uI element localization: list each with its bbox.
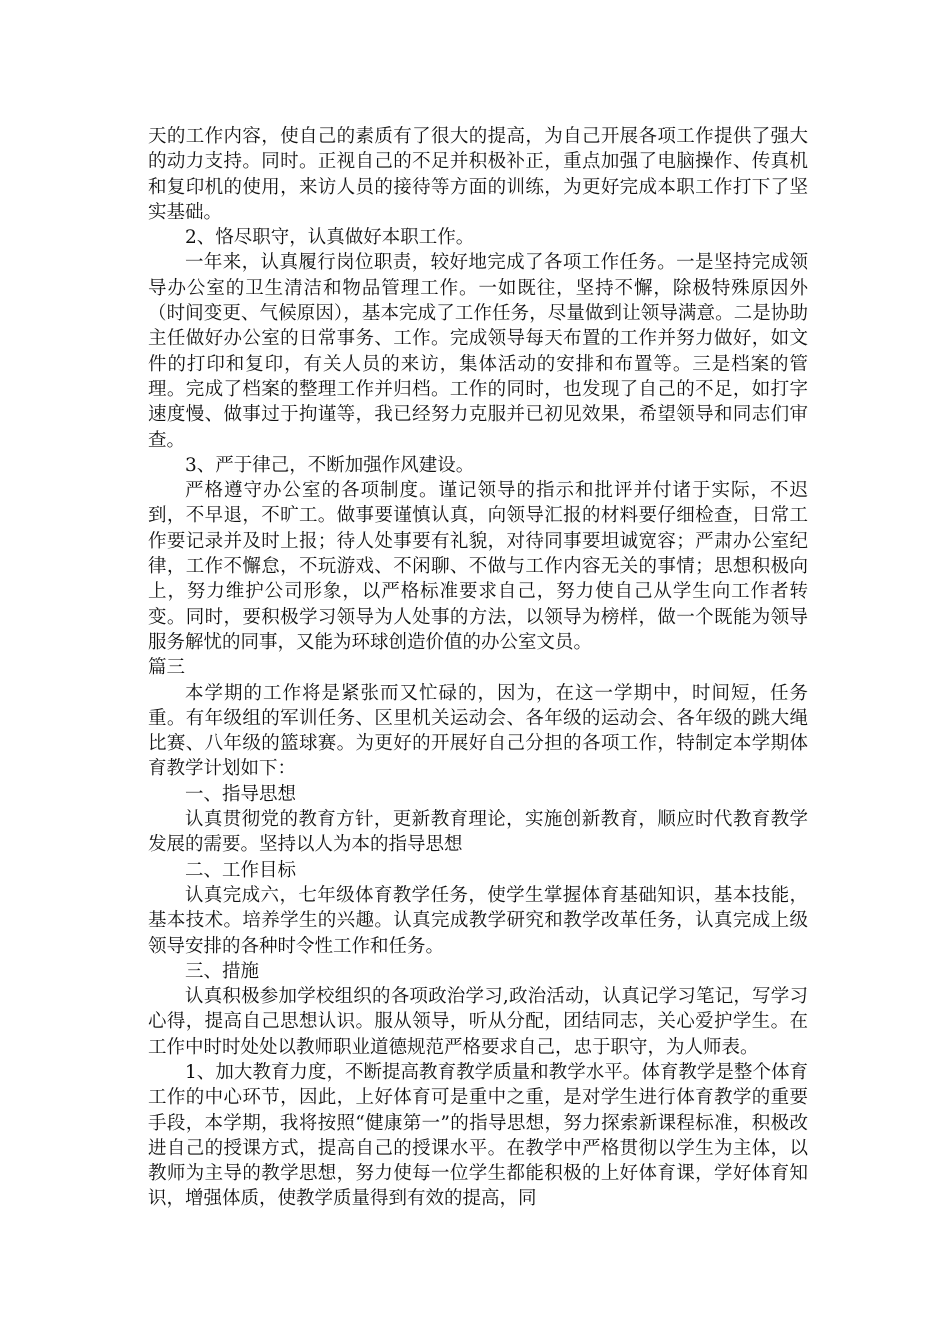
paragraph: 认真积极参加学校组织的各项政治学习,政治活动，认真记学习笔记，写学习心得，提高自己思想认识。服从领导，听从分配，团结同志，关心爱护学生。在工作中时时处处以教师职业道德规范严格要求自己，忠于职守，为人师表。 [148, 986, 808, 1058]
paragraph: 一年来，认真履行岗位职责，较好地完成了各项工作任务。一是坚持完成领导办公室的卫生清洁和物品管理工作。一如既往，坚持不懈，除极特殊原因外（时间变更、气候原因），基本完成了工作任务，尽量做到让领导满意。二是协助主任做好办公室的日常事务、工作。完成领导每天布置的工作并努力做好，如文件的打印和复印，有关人员的来访，集体活动的安排和布置等。三是档案的管理。完成了档案的整理工作并归档。工作的同时，也发现了自己的不足，如打字速度慢、做事过于拘谨等，我已经努力克服并已初见效果，希望领导和同志们审查。 [148, 252, 808, 451]
section-heading: 3、严于律己，不断加强作风建设。 [185, 454, 475, 476]
document-body [148, 124, 808, 1212]
paragraph: 认真完成六，七年级体育教学任务，使学生掌握体育基础知识，基本技能，基本技术。培养学生的兴趣。认真完成教学研究和教学改革任务，认真完成上级领导安排的各种时令性工作和任务。 [148, 884, 808, 957]
part-title: 篇三 [148, 657, 186, 679]
paragraph: 本学期的工作将是紧张而又忙碌的，因为，在这一学期中，时间短，任务重。有年级组的军训任务、区里机关运动会、各年级的运动会、各年级的跳大绳比赛、八年级的篮球赛。为更好的开展好自己分担的各项工作，特制定本学期体育教学计划如下： [148, 682, 808, 780]
paragraph: 天的工作内容，使自己的素质有了很大的提高，为自己开展各项工作提供了强大的动力支持。同时。正视自己的不足并积极补正，重点加强了电脑操作、传真机和复印机的使用，来访人员的接待等方面的训练，为更好完成本职工作打下了坚实基础。 [148, 126, 808, 223]
paragraph: 1、加大教育力度，不断提高教育教学质量和教学水平。体育教学是整个体育工作的中心环节，因此，上好体育可是重中之重，是对学生进行体育教学的重要手段，本学期，我将按照“健康第一”的指导思想，努力探索新课程标准，积极改进自己的授课方式，提高自己的授课水平。在教学中严格贯彻以学生为主体，以教师为主导的教学思想，努力使每一位学生都能积极的上好体育课，学好体育知识，增强体质，使教学质量得到有效的提高，同 [148, 1061, 808, 1210]
section-heading: 一、指导思想 [185, 783, 297, 805]
paragraph: 严格遵守办公室的各项制度。谨记领导的指示和批评并付诸于实际，不迟到，不早退，不旷工。做事要谨慎认真，向领导汇报的材料要仔细检查，日常工作要记录并及时上报；待人处事要有礼貌，对待同事要坦诚宽容；严肃办公室纪律，工作不懈怠，不玩游戏、不闲聊、不做与工作内容无关的事情；思想积极向上，努力维护公司形象，以严格标准要求自己，努力使自己从学生向工作者转变。同时，要积极学习领导为人处事的方法，以领导为榜样，做一个既能为领导服务解忧的同事，又能为环球创造价值的办公室文员。 [148, 480, 808, 653]
section-heading: 二、工作目标 [185, 859, 297, 881]
paragraph: 认真贯彻党的教育方针，更新教育理论，实施创新教育，顺应时代教育教学发展的需要。坚持以人为本的指导思想 [148, 809, 808, 856]
section-heading: 2、恪尽职守，认真做好本职工作。 [185, 227, 475, 249]
section-heading: 三、措施 [185, 960, 260, 982]
